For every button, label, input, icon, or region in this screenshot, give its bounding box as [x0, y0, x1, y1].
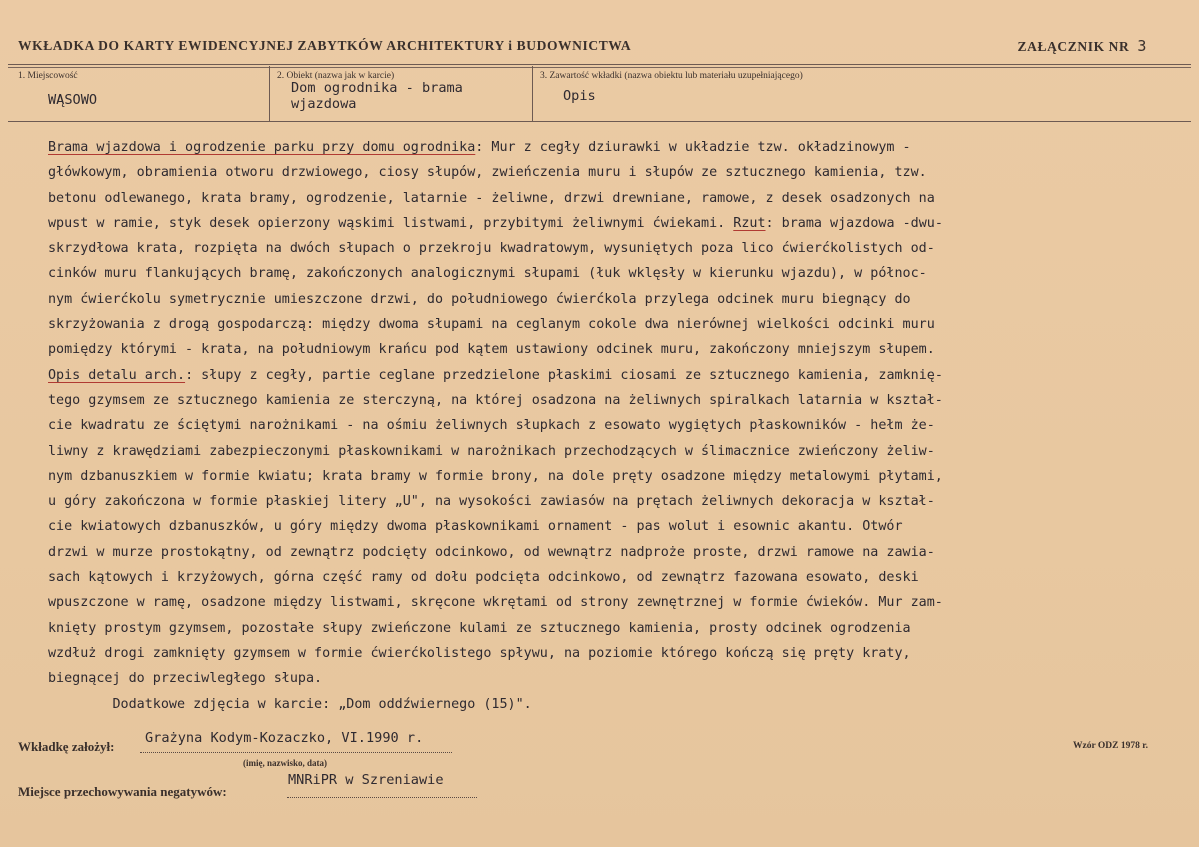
author-dotted-line — [140, 752, 452, 753]
storage-label: Miejsce przechowywania negatywów: — [18, 784, 227, 799]
body-line: nym dzbanuszkiem w formie kwiatu; krata bramy w formie brony, na dole pręty osadzone między metalowymi płytami, — [48, 468, 943, 484]
section-heading-plan: Rzut — [733, 215, 766, 231]
body-line: sach kątowych i krzyżowych, górna część ramy od dołu podcięta odcinkowo, od zewnątrz fazowana esowato, deski — [48, 570, 919, 586]
field-divider-2 — [532, 66, 533, 121]
body-line: wpust w ramie, styk desek opierzony wąskimi listwami, przybitymi żeliwnymi ćwiekami. Rzut: brama wjazdowa -dwu- — [48, 215, 943, 231]
header-rule — [8, 64, 1191, 65]
content-value: Opis — [563, 88, 596, 104]
locality-value: WĄSOWO — [48, 92, 98, 108]
body-line: Opis detalu arch.: słupy z cegły, partie ceglane przedzielone płaskimi ciosami ze sztucznego kamienia, zamknię- — [48, 367, 943, 383]
body-line: liwny z krawędziami zabezpieczonymi płaskownikami w narożnikach przechodzących w ślimacznice zwieńczony żeliw- — [48, 443, 935, 459]
description-body — [48, 135, 1178, 717]
fields-rule — [8, 121, 1191, 122]
body-line: główkowym, obramienia otworu drzwiowego, ciosy słupów, zwieńczenia muru i słupów ze sztucznego kamienia, tzw. — [48, 165, 927, 181]
body-line-additional-photos: Dodatkowe zdjęcia w karcie: „Dom oddźwiernego (15)". — [48, 696, 532, 712]
body-line: cinków muru flankujących bramę, zakończonych analogicznymi słupami (łuk wklęsły w kierunku wjazdu), w północ- — [48, 266, 927, 282]
body-line: u góry zakończona w formie płaskiej litery „U", na wysokości zawiasów na prętach żeliwnych dekoracja w kształ- — [48, 494, 935, 510]
storage-value: MNRiPR w Szreniawie — [288, 772, 444, 788]
author-hint: (imię, nazwisko, data) — [243, 758, 327, 768]
body-line: wpuszczone w ramę, osadzone między listwami, skręcone wkrętami od strony zewnętrznej w formie ćwieków. Mur zam- — [48, 595, 943, 611]
field-divider-1 — [269, 66, 270, 121]
body-line: pomiędzy którymi - krata, na południowym krańcu pod kątem ustawiony odcinek muru, zakończony mniejszym słupem. — [48, 342, 935, 358]
section-heading-gate: Brama wjazdowa i ogrodzenie parku przy domu ogrodnika — [48, 140, 476, 155]
object-value-line1: Dom ogrodnika - brama — [291, 80, 463, 96]
storage-dotted-line — [287, 797, 477, 798]
author-label: Wkładkę założył: — [18, 739, 115, 754]
annex-label: ZAŁĄCZNIK NR — [1017, 39, 1130, 54]
author-value: Grażyna Kodym-Kozaczko, VI.1990 r. — [145, 730, 424, 746]
header-rule-inner — [8, 67, 1191, 68]
card-title: WKŁADKA DO KARTY EWIDENCYJNEJ ZABYTKÓW ARCHITEKTURY i BUDOWNICTWA — [18, 38, 632, 53]
object-value-line2: wjazdowa — [291, 96, 357, 112]
annex-number — [1018, 37, 1147, 55]
body-line: biegnącej do przeciwległego słupa. — [48, 671, 323, 687]
body-line: betonu odlewanego, krata bramy, ogrodzenie, latarnie - żeliwne, drzwi drewniane, ramowe, z desek osadzonych na — [48, 190, 935, 206]
section-heading-detail: Opis detalu arch. — [48, 367, 186, 383]
body-line: skrzyżowania z drogą gospodarczą: między dwoma słupami na ceglanym cokole dwa nierównej wielkości odcinki muru — [48, 317, 935, 333]
body-line: cie kwadratu ze ściętymi narożnikami - na ośmiu żeliwnych słupkach z esowato wygiętych płaskowników - hełm że- — [48, 418, 935, 434]
body-line: Brama wjazdowa i ogrodzenie parku przy domu ogrodnika: Mur z cegły dziurawki w układzie tzw. okładzinowym - — [48, 140, 911, 155]
body-line: knięty prostym gzymsem, pozostałe słupy zwieńczone kulami ze sztucznego kamienia, prosty odcinek ogrodzenia — [48, 620, 911, 636]
body-line: nym ćwierćkolu symetrycznie umieszczone drzwi, do południowego ćwierćkola przylega odcinek muru biegnący do — [48, 291, 911, 307]
annex-value: 3 — [1137, 37, 1147, 55]
body-line: wzdłuż drogi zamknięty gzymsem w formie ćwierćkolistego spływu, na poziomie którego kończą się pręty kraty, — [48, 645, 911, 661]
content-label: 3. Zawartość wkładki (nazwa obiektu lub materiału uzupełniającego) — [540, 71, 803, 81]
body-line: cie kwiatowych dzbanuszków, u góry między dwoma płaskownikami ornament - pas wolut i esownic akantu. Otwór — [48, 519, 903, 535]
form-code: Wzór ODZ 1978 r. — [1073, 741, 1148, 751]
body-line: drzwi w murze prostokątny, od zewnątrz podcięty odcinkowo, od wewnątrz nadproże proste, drzwi ramowe na zawia- — [48, 544, 935, 560]
locality-label: 1. Miejscowość — [18, 71, 78, 81]
body-line: skrzydłowa krata, rozpięta na dwóch słupach o przekroju kwadratowym, wysuniętych poza lico ćwierćkolistych od- — [48, 241, 935, 257]
body-line: tego gzymsem ze sztucznego kamienia ze sterczyną, na której osadzona na żeliwnych spiralkach latarnia w kształ- — [48, 392, 943, 408]
object-label: 2. Obiekt (nazwa jak w karcie) — [277, 71, 395, 81]
